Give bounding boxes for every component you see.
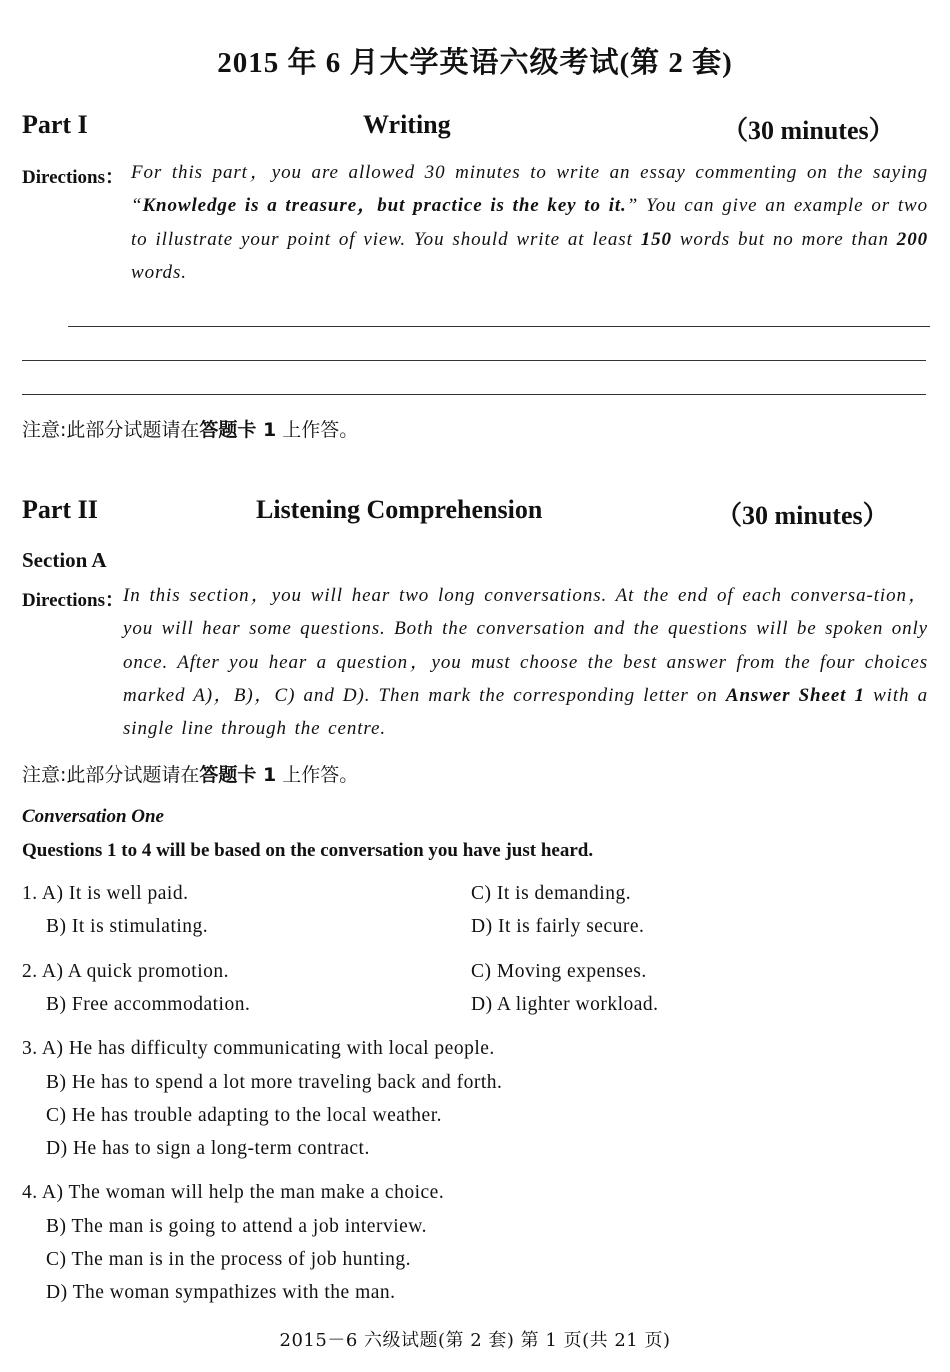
part2-header bbox=[22, 495, 888, 529]
q1-option-a: 1. A) It is well paid. bbox=[22, 883, 189, 904]
q4-option-a: 4. A) The woman will help the man make a choice. bbox=[22, 1182, 445, 1203]
q4-option-c: C) The man is in the process of job hunting. bbox=[46, 1249, 412, 1270]
writing-line-1 bbox=[68, 326, 930, 327]
q3-option-a: 3. A) He has difficulty communicating with local people. bbox=[22, 1038, 495, 1059]
section-a-heading: Section A bbox=[22, 548, 107, 572]
q1-option-b: B) It is stimulating. bbox=[46, 916, 209, 937]
q1-option-d: D) It is fairly secure. bbox=[471, 916, 645, 937]
answer-sheet-note-2 bbox=[22, 760, 358, 787]
part2-dir-sheet: Answer Sheet 1 bbox=[725, 684, 865, 706]
q3-option-d: D) He has to sign a long-term contract. bbox=[46, 1138, 370, 1159]
page-footer: 2015－6 六级试题(第 2 套) 第 1 页(共 21 页) bbox=[279, 1330, 671, 1351]
q2-option-a: 2. A) A quick promotion. bbox=[22, 961, 229, 982]
answer-sheet-note-1 bbox=[22, 415, 358, 442]
writing-line-3 bbox=[22, 394, 926, 395]
q4-option-b: B) The man is going to attend a job interview. bbox=[46, 1216, 427, 1237]
part1-name: Writing bbox=[363, 110, 451, 139]
page-title: 2015 年 6 月大学英语六级考试(第 2 套) bbox=[217, 47, 733, 79]
part1-dir-text-c: words but no more than bbox=[671, 228, 897, 250]
q3-option-b: B) He has to spend a lot more traveling back and forth. bbox=[46, 1072, 503, 1093]
part2-directions-label: Directions： bbox=[22, 590, 125, 611]
q2-option-b: B) Free accommodation. bbox=[46, 994, 251, 1015]
note-sheet: 答题卡 1 bbox=[199, 419, 277, 441]
part2-directions bbox=[123, 579, 928, 745]
part1-dir-quote: Knowledge is a treasure，but practice is the key to it. bbox=[142, 195, 627, 217]
questions-instruction: Questions 1 to 4 will be based on the conversation you have just heard. bbox=[22, 840, 594, 861]
note-suffix: 上作答。 bbox=[276, 764, 359, 786]
part2-name: Listening Comprehension bbox=[256, 495, 543, 524]
part1-dir-max-words: 200 bbox=[896, 228, 928, 250]
part2-dir-text-a: In this section，you will hear two long conversations. At the end of each conversa-tion，you will hear some questions. Both the conversation and the questions will be spoken only once. After you hear a question，you must choose the best answer from the four choices marked A)，B)，C) and D). Then mark the corresponding letter on bbox=[123, 585, 928, 706]
q3-option-c: C) He has trouble adapting to the local weather. bbox=[46, 1105, 443, 1126]
q2-option-c: C) Moving expenses. bbox=[471, 961, 647, 982]
writing-line-2 bbox=[22, 360, 926, 361]
q2-option-d: D) A lighter workload. bbox=[471, 994, 659, 1015]
part1-dir-text-a: For this part，you are allowed 30 minutes to write an essay commenting on the saying “ bbox=[131, 162, 928, 217]
conversation-heading: Conversation One bbox=[22, 806, 164, 827]
part1-label: Part I bbox=[22, 110, 88, 139]
part1-dir-text-b: ” You can give an example or two to illustrate your point of view. You should write at least bbox=[131, 195, 928, 250]
part2-time: （30 minutes） bbox=[716, 501, 889, 530]
note-suffix: 上作答。 bbox=[276, 419, 359, 441]
part2-label: Part II bbox=[22, 495, 98, 524]
q4-option-d: D) The woman sympathizes with the man. bbox=[46, 1282, 396, 1303]
q1-option-c: C) It is demanding. bbox=[471, 883, 632, 904]
note-prefix: 注意:此部分试题请在 bbox=[22, 419, 200, 441]
part1-directions-label: Directions： bbox=[22, 167, 125, 188]
part1-directions bbox=[131, 156, 928, 289]
part1-dir-text-d: words. bbox=[131, 261, 187, 283]
part1-dir-min-words: 150 bbox=[640, 228, 672, 250]
part1-header bbox=[22, 110, 895, 145]
note-prefix: 注意:此部分试题请在 bbox=[22, 764, 200, 786]
part1-time: （30 minutes） bbox=[722, 116, 895, 145]
note-sheet: 答题卡 1 bbox=[199, 764, 277, 786]
part2-dir-text-b: with a single line through the centre. bbox=[123, 684, 929, 740]
